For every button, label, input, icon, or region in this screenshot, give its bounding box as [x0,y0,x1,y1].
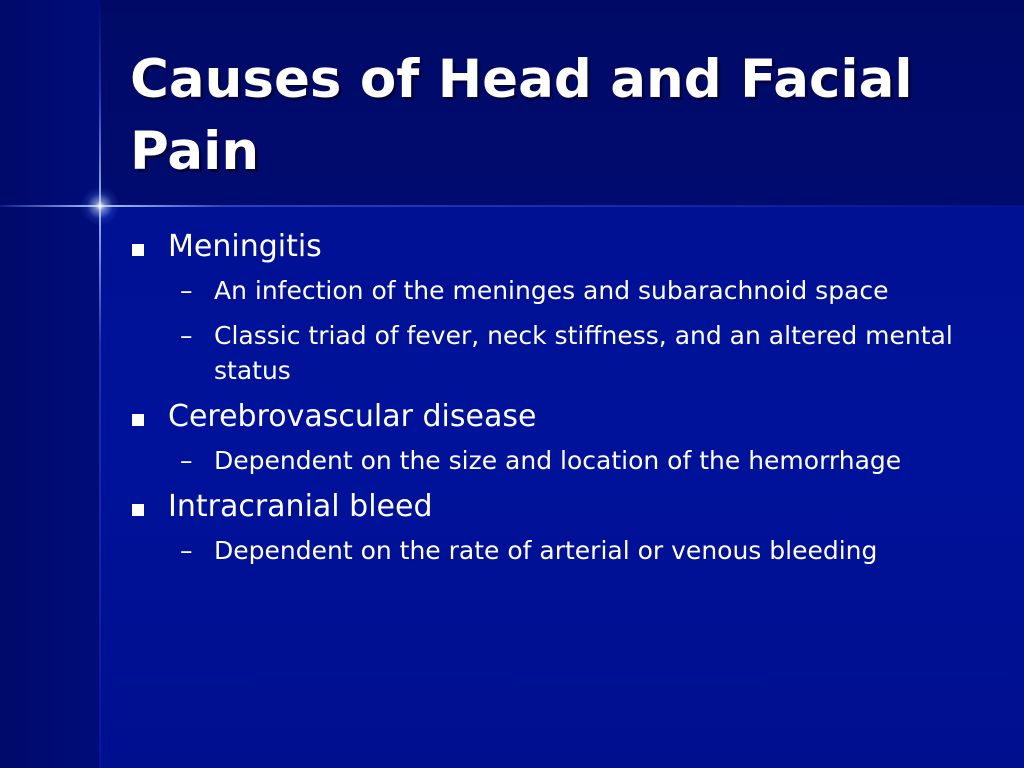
bullet-item [130,398,960,436]
sub-bullet-item [130,443,960,478]
vertical-accent-line [99,0,101,768]
slide-content [130,228,960,578]
sub-bullet-item [130,273,960,308]
sub-bullet-item [130,533,960,568]
square-bullet-icon [132,244,144,256]
bullet-group-intracranial [130,488,960,568]
bullet-item [130,488,960,526]
bullet-text: Intracranial bleed [168,489,433,524]
bullet-text: Cerebrovascular disease [168,399,537,434]
sub-bullet-text: Dependent on the size and location of the hemorrhage [214,446,902,475]
dash-bullet-icon: – [180,446,193,475]
dash-bullet-icon: – [180,536,193,565]
slide-title: Causes of Head and Facial Pain [130,49,913,182]
bullet-group-meningitis [130,228,960,388]
sub-bullet-text: Dependent on the rate of arterial or venous bleeding [214,536,878,565]
square-bullet-icon [132,504,144,516]
bullet-group-cerebrovascular [130,398,960,478]
bullet-item [130,228,960,266]
sub-bullet-text: Classic triad of fever, neck stiffness, and an altered mental status [214,321,953,385]
dash-bullet-icon: – [180,321,193,350]
horizontal-accent-line [0,205,1024,207]
sub-bullet-text: An infection of the meninges and subarachnoid space [214,276,889,305]
dash-bullet-icon: – [180,276,193,305]
sub-bullet-item [130,318,960,388]
bullet-text: Meningitis [168,229,322,264]
left-band [0,0,100,768]
sparkle-icon [80,186,120,226]
square-bullet-icon [132,414,144,426]
